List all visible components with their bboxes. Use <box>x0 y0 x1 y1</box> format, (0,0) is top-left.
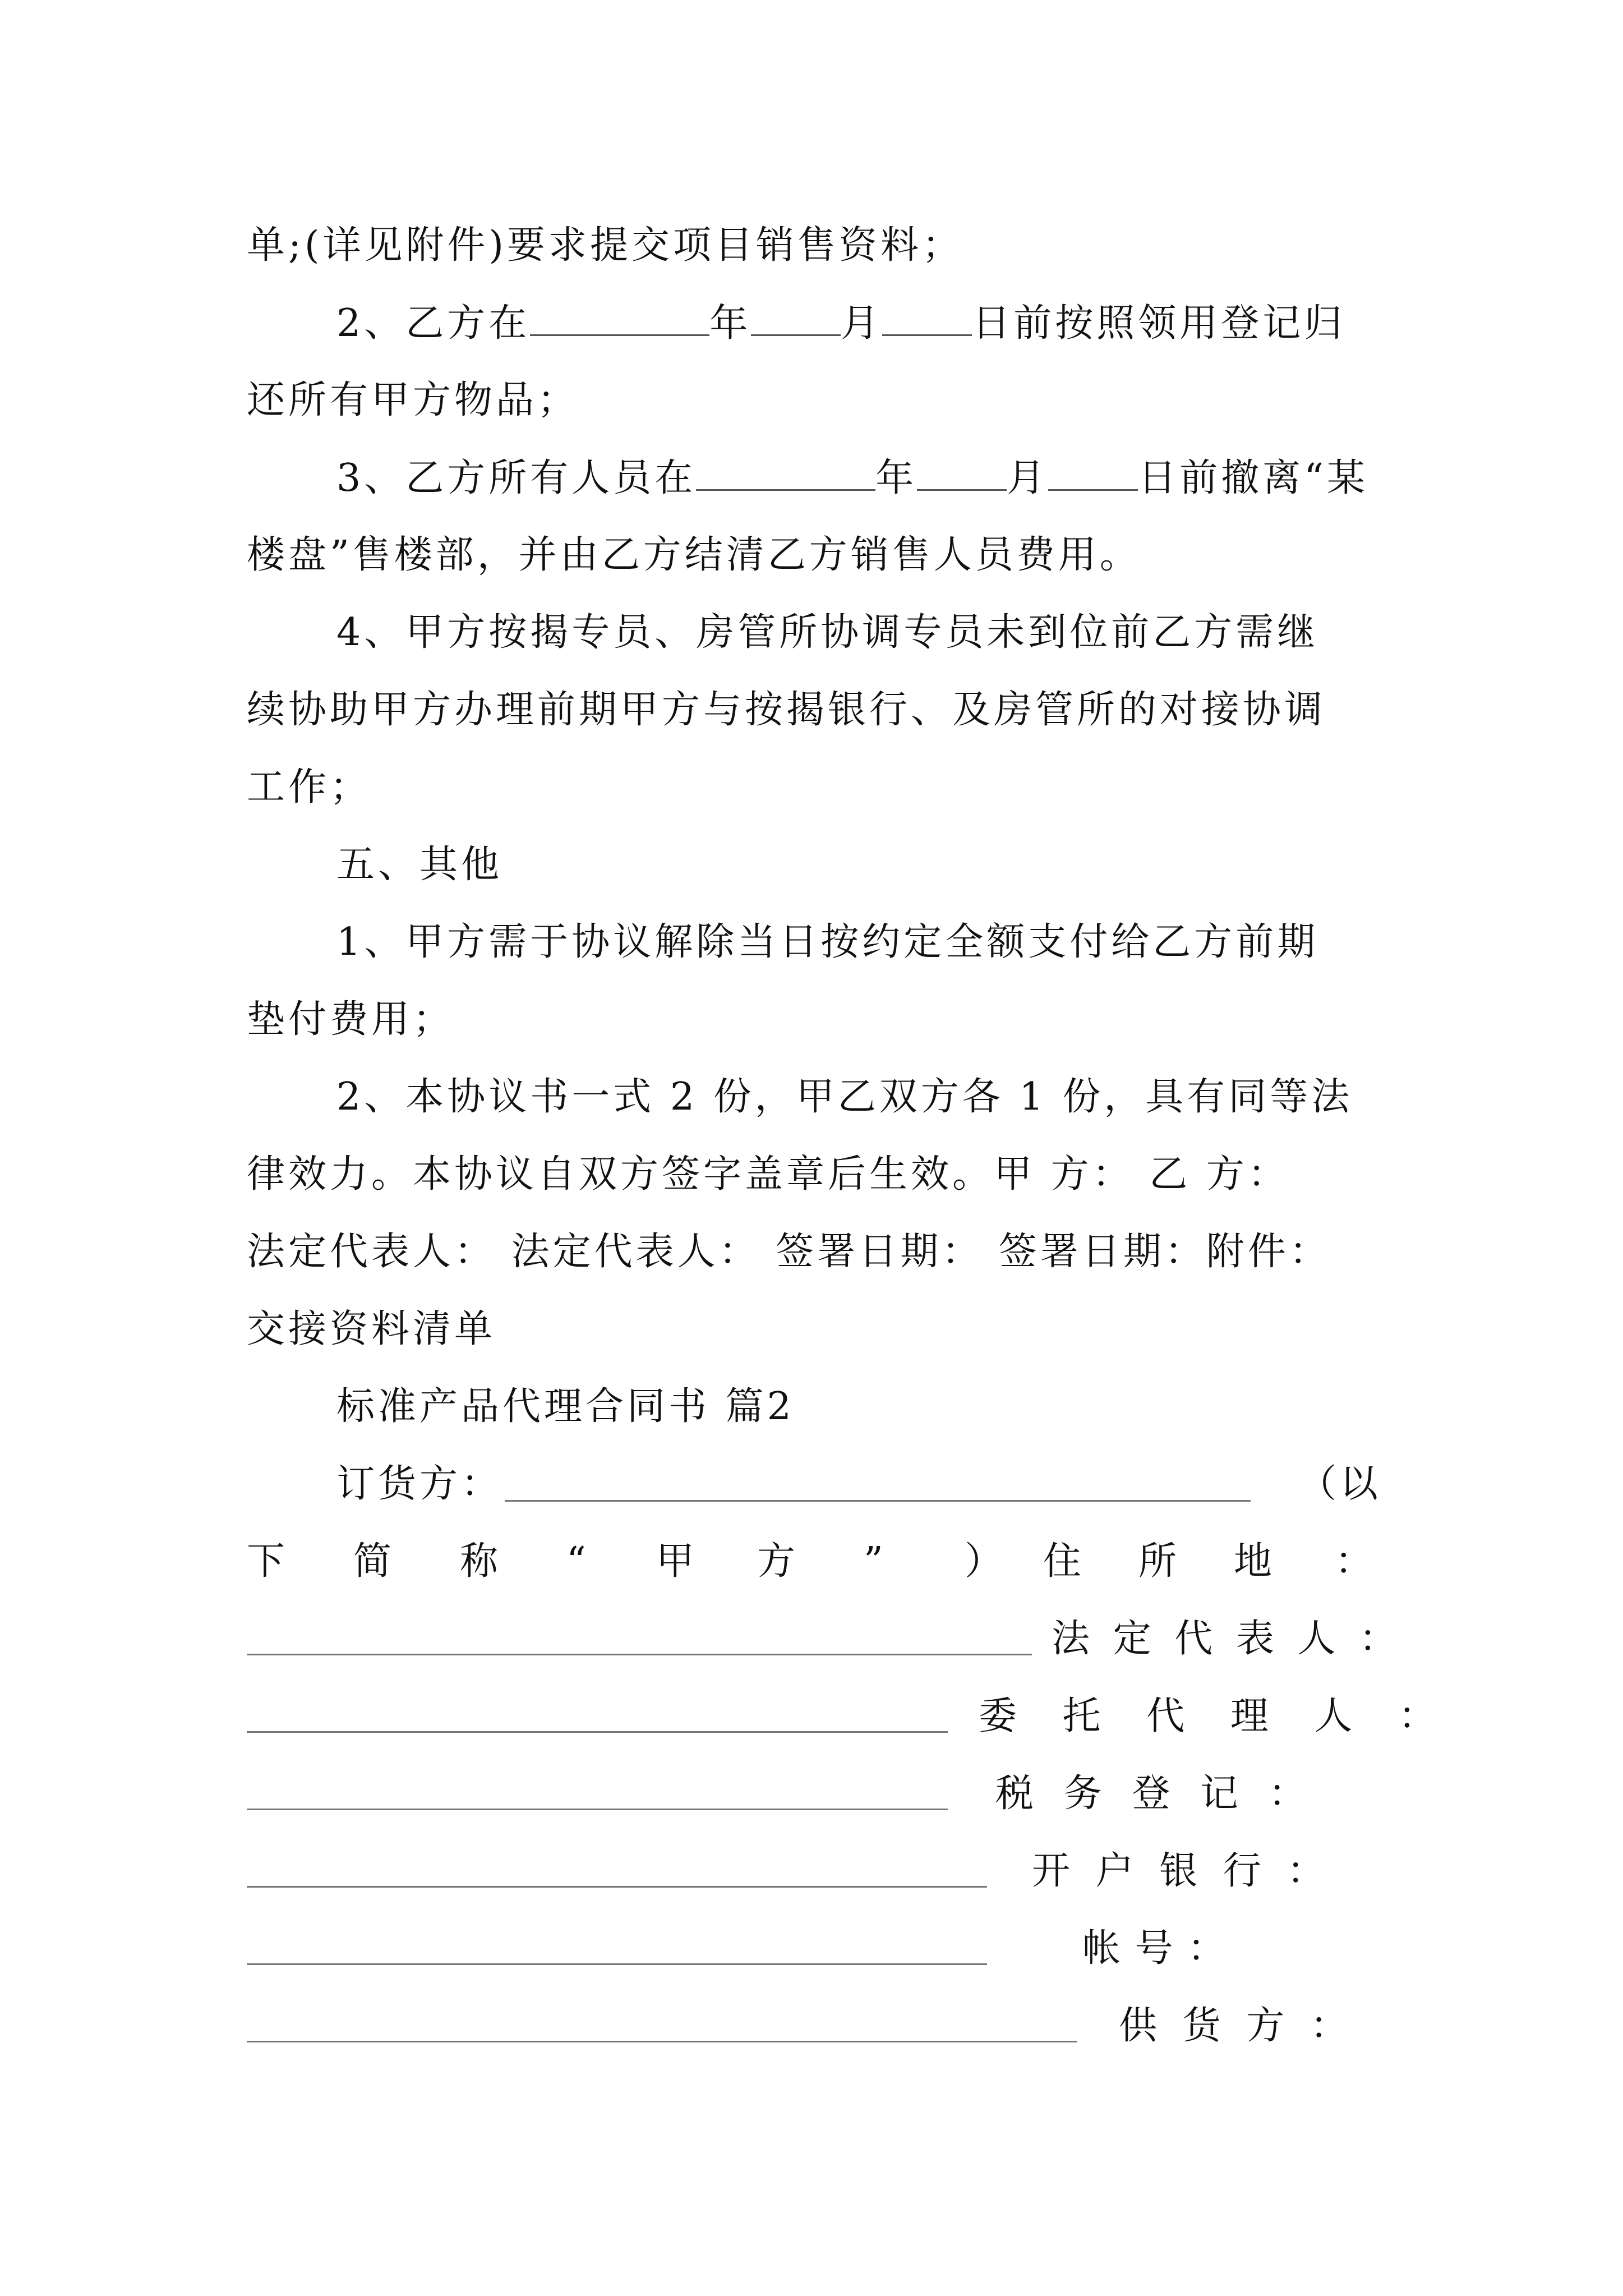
field-label: 委 托 代 理 人 ： <box>979 1694 1454 1738</box>
blank-field <box>505 1500 1251 1502</box>
spread-char: 地 <box>1234 1539 1272 1584</box>
text-fragment: 2、乙方在 <box>336 301 531 346</box>
blank-field <box>1048 450 1138 491</box>
blank-field <box>247 1731 948 1733</box>
spread-char: 甲 <box>656 1539 695 1584</box>
text-fragment: 日前撤离“某 <box>1138 456 1369 500</box>
section-title: 标准产品代理合同书 篇2 <box>336 1384 795 1429</box>
paragraph-line <box>336 450 1368 507</box>
paragraph-line: 律效力。本协议自双方签字盖章后生效。甲 方： 乙 方： <box>247 1152 1289 1197</box>
field-label: 订货方： <box>336 1462 503 1506</box>
paragraph-line: 工作； <box>247 765 372 809</box>
blank-field <box>247 2041 1077 2042</box>
paragraph-line: 交接资料清单 <box>247 1307 496 1351</box>
spread-char: 所 <box>1138 1539 1177 1584</box>
blank-field <box>247 1886 987 1888</box>
text-fragment: 年 <box>709 301 751 346</box>
field-label: （以 <box>1298 1462 1382 1506</box>
field-label: 法 定 代 表 人 ： <box>1052 1617 1403 1661</box>
blank-field <box>247 1963 987 1965</box>
spread-char: 住 <box>1043 1539 1082 1584</box>
spread-char: 方 <box>757 1539 796 1584</box>
spread-char: “ <box>566 1539 586 1584</box>
section-heading: 五、其他 <box>336 843 503 887</box>
spread-char: ） <box>965 1539 1003 1584</box>
blank-field <box>917 450 1007 491</box>
blank-field <box>247 1654 1032 1655</box>
spread-char: 下 <box>247 1539 285 1584</box>
text-fragment: 日前按照领用登记归 <box>972 301 1346 346</box>
spread-char: 简 <box>353 1539 392 1584</box>
paragraph-line: 续协助甲方办理前期甲方与按揭银行、及房管所的对接协调 <box>247 688 1326 732</box>
blank-field <box>530 295 709 336</box>
text-fragment: 月 <box>1007 456 1049 500</box>
spread-char: ” <box>864 1539 883 1584</box>
paragraph-line <box>336 295 1345 352</box>
text-fragment: 3、乙方所有人员在 <box>336 456 697 500</box>
field-label: 税 务 登 记 ： <box>995 1772 1316 1816</box>
text-fragment: 月 <box>841 301 883 346</box>
paragraph-line: 1、甲方需于协议解除当日按约定全额支付给乙方前期 <box>336 920 1319 964</box>
spread-char: 称 <box>460 1539 499 1584</box>
blank-field <box>751 295 841 336</box>
blank-field <box>696 450 875 491</box>
field-label: 供 货 方 ： <box>1119 2004 1355 2048</box>
field-label: 帐 号 ： <box>1082 1926 1227 1971</box>
paragraph-line: 垫付费用； <box>247 997 455 1042</box>
blank-field <box>247 1809 948 1810</box>
paragraph-line: 2、本协议书一式 2 份，甲乙双方各 1 份，具有同等法 <box>336 1075 1353 1119</box>
paragraph-line: 楼盘”售楼部，并由乙方结清乙方销售人员费用。 <box>247 533 1141 577</box>
field-label: 开 户 银 行 ： <box>1032 1849 1332 1893</box>
paragraph-line: 4、甲方按揭专员、房管所协调专员未到位前乙方需继 <box>336 610 1319 655</box>
spread-char: ： <box>1335 1539 1373 1584</box>
paragraph-line: 单;(详见附件)要求提交项目销售资料； <box>247 223 963 268</box>
paragraph-line: 还所有甲方物品； <box>247 378 579 422</box>
text-fragment: 年 <box>875 456 917 500</box>
paragraph-line: 法定代表人： 法定代表人： 签署日期： 签署日期：附件： <box>247 1230 1331 1274</box>
blank-field <box>882 295 972 336</box>
